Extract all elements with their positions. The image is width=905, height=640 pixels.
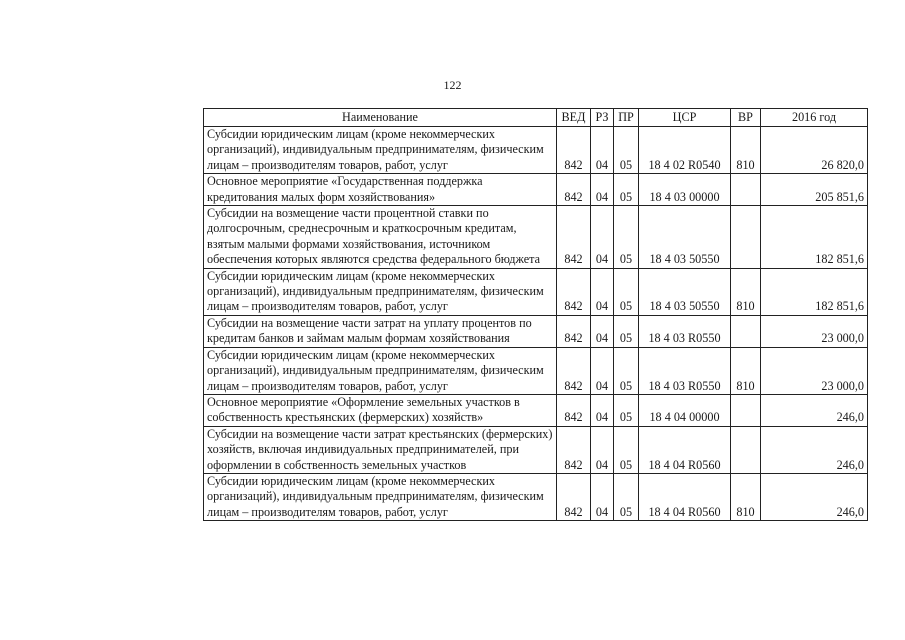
table-row xyxy=(204,127,868,174)
cell-csr: 18 4 04 R0560 xyxy=(639,473,731,520)
cell-name: Субсидии юридическим лицам (кроме некоммерческих организаций), индивидуальным предпринимателям, физическим лицам – производителям товаров, работ, услуг xyxy=(204,347,557,394)
cell-name: Субсидии юридическим лицам (кроме некоммерческих организаций), индивидуальным предпринимателям, физическим лицам – производителям товаров, работ, услуг xyxy=(204,473,557,520)
cell-csr: 18 4 02 R0540 xyxy=(639,127,731,174)
cell-rz: 04 xyxy=(591,127,614,174)
cell-ved: 842 xyxy=(557,426,591,473)
cell-rz: 04 xyxy=(591,347,614,394)
cell-amount: 182 851,6 xyxy=(761,268,868,315)
cell-rz: 04 xyxy=(591,473,614,520)
cell-name: Субсидии юридическим лицам (кроме некоммерческих организаций), индивидуальным предпринимателям, физическим лицам – производителям товаров, работ, услуг xyxy=(204,127,557,174)
cell-amount: 246,0 xyxy=(761,394,868,426)
table-row xyxy=(204,174,868,206)
cell-vr xyxy=(731,206,761,269)
cell-rz: 04 xyxy=(591,174,614,206)
header-ved: ВЕД xyxy=(557,109,591,127)
cell-name: Субсидии на возмещение части затрат крестьянских (фермерских) хозяйств, включая индивидуальных предпринимателей, при оформлении в собственность земельных участков xyxy=(204,426,557,473)
table-row xyxy=(204,473,868,520)
cell-name: Субсидии на возмещение части затрат на уплату процентов по кредитам банков и займам малым формам хозяйствования xyxy=(204,315,557,347)
cell-vr: 810 xyxy=(731,473,761,520)
cell-csr: 18 4 04 R0560 xyxy=(639,426,731,473)
cell-csr: 18 4 04 00000 xyxy=(639,394,731,426)
cell-rz: 04 xyxy=(591,206,614,269)
cell-ved: 842 xyxy=(557,206,591,269)
cell-amount: 246,0 xyxy=(761,426,868,473)
cell-vr xyxy=(731,426,761,473)
cell-rz: 04 xyxy=(591,394,614,426)
cell-name: Основное мероприятие «Государственная поддержка кредитования малых форм хозяйствования» xyxy=(204,174,557,206)
header-pr: ПР xyxy=(614,109,639,127)
cell-ved: 842 xyxy=(557,347,591,394)
table-row xyxy=(204,394,868,426)
cell-name: Субсидии юридическим лицам (кроме некоммерческих организаций), индивидуальным предпринимателям, физическим лицам – производителям товаров, работ, услуг xyxy=(204,268,557,315)
cell-csr: 18 4 03 00000 xyxy=(639,174,731,206)
table-header-row xyxy=(204,109,868,127)
cell-ved: 842 xyxy=(557,174,591,206)
table-row xyxy=(204,426,868,473)
cell-vr: 810 xyxy=(731,347,761,394)
cell-ved: 842 xyxy=(557,315,591,347)
cell-amount: 23 000,0 xyxy=(761,315,868,347)
cell-pr: 05 xyxy=(614,174,639,206)
cell-name: Субсидии на возмещение части процентной ставки по долгосрочным, среднесрочным и краткосрочным кредитам, взятым малыми формами хозяйствования, источником обеспечения которых являются средства федерального бюджета xyxy=(204,206,557,269)
cell-amount: 182 851,6 xyxy=(761,206,868,269)
header-name: Наименование xyxy=(204,109,557,127)
cell-csr: 18 4 03 R0550 xyxy=(639,347,731,394)
cell-amount: 23 000,0 xyxy=(761,347,868,394)
cell-pr: 05 xyxy=(614,127,639,174)
table-row xyxy=(204,206,868,269)
table-row xyxy=(204,315,868,347)
cell-pr: 05 xyxy=(614,315,639,347)
cell-name: Основное мероприятие «Оформление земельных участков в собственность крестьянских (фермерских) хозяйств» xyxy=(204,394,557,426)
cell-amount: 26 820,0 xyxy=(761,127,868,174)
cell-csr: 18 4 03 50550 xyxy=(639,206,731,269)
cell-csr: 18 4 03 R0550 xyxy=(639,315,731,347)
cell-ved: 842 xyxy=(557,268,591,315)
cell-rz: 04 xyxy=(591,426,614,473)
cell-pr: 05 xyxy=(614,206,639,269)
cell-amount: 246,0 xyxy=(761,473,868,520)
cell-pr: 05 xyxy=(614,268,639,315)
header-year: 2016 год xyxy=(761,109,868,127)
header-csr: ЦСР xyxy=(639,109,731,127)
cell-pr: 05 xyxy=(614,394,639,426)
cell-vr xyxy=(731,174,761,206)
cell-amount: 205 851,6 xyxy=(761,174,868,206)
header-rz: РЗ xyxy=(591,109,614,127)
cell-rz: 04 xyxy=(591,315,614,347)
cell-csr: 18 4 03 50550 xyxy=(639,268,731,315)
cell-pr: 05 xyxy=(614,347,639,394)
table-row xyxy=(204,347,868,394)
cell-vr xyxy=(731,315,761,347)
cell-ved: 842 xyxy=(557,127,591,174)
page-number: 122 xyxy=(443,78,462,92)
cell-ved: 842 xyxy=(557,473,591,520)
cell-vr xyxy=(731,394,761,426)
cell-pr: 05 xyxy=(614,426,639,473)
cell-pr: 05 xyxy=(614,473,639,520)
budget-table xyxy=(203,108,868,521)
cell-ved: 842 xyxy=(557,394,591,426)
cell-rz: 04 xyxy=(591,268,614,315)
header-vr: ВР xyxy=(731,109,761,127)
cell-vr: 810 xyxy=(731,127,761,174)
table-row xyxy=(204,268,868,315)
cell-vr: 810 xyxy=(731,268,761,315)
